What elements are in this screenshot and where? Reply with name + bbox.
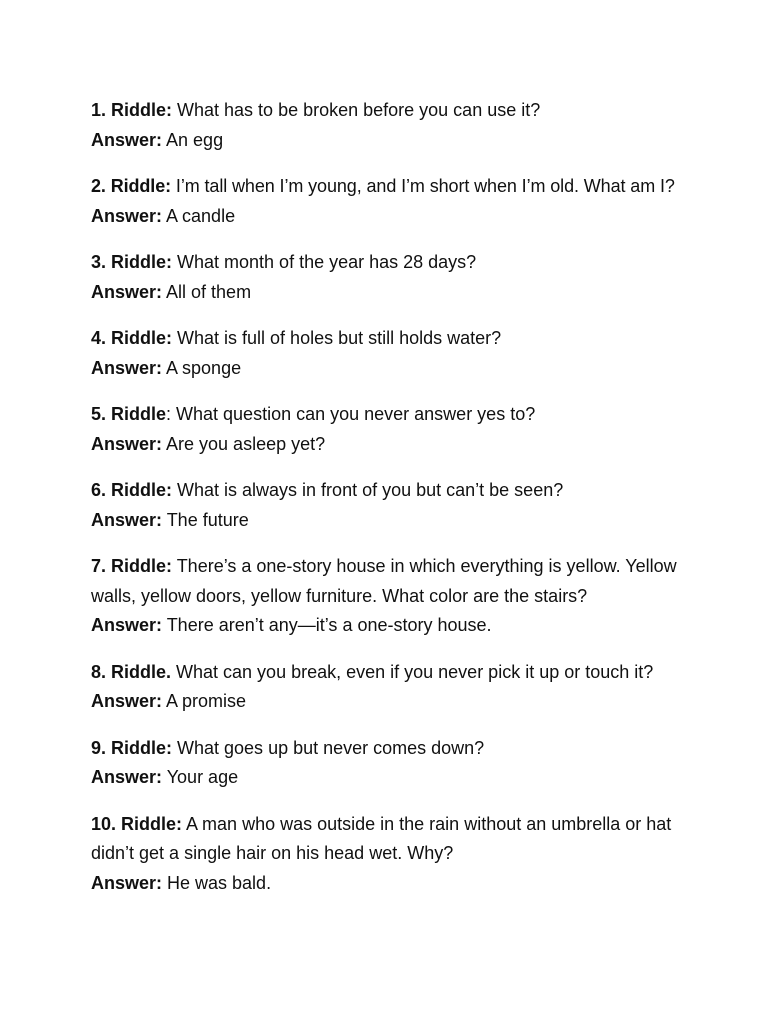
answer-text: An egg <box>162 129 224 150</box>
riddle-label: 7. Riddle: <box>91 556 173 576</box>
riddle-question <box>91 172 681 202</box>
riddle-question <box>91 96 681 126</box>
riddle-item-6 <box>91 476 681 535</box>
riddle-answer <box>91 278 681 308</box>
riddle-answer <box>91 354 681 384</box>
riddle-item-9 <box>91 734 681 793</box>
riddle-text: What month of the year has 28 days? <box>172 252 477 272</box>
answer-text: A candle <box>162 205 236 226</box>
answer-text: There aren’t any—it’s a one-story house. <box>162 615 492 635</box>
answer-label: Answer: <box>91 205 163 226</box>
answer-text: A sponge <box>162 357 242 378</box>
riddle-label: 4. Riddle: <box>91 328 173 348</box>
answer-label: Answer: <box>91 615 163 635</box>
riddle-text: : What question can you never answer yes to? <box>166 404 536 424</box>
answer-text: He was bald. <box>162 872 272 893</box>
riddle-item-3 <box>91 248 681 307</box>
riddle-answer <box>91 869 681 899</box>
riddle-answer <box>91 202 681 232</box>
riddle-answer <box>91 611 681 641</box>
riddle-label: 5. Riddle <box>91 404 167 424</box>
riddle-document <box>91 96 681 915</box>
riddle-answer <box>91 126 681 156</box>
riddle-question <box>91 810 681 869</box>
riddle-question <box>91 658 681 688</box>
answer-label: Answer: <box>91 691 163 711</box>
riddle-answer <box>91 763 681 793</box>
riddle-label: 6. Riddle: <box>91 480 173 500</box>
riddle-item-10 <box>91 810 681 899</box>
answer-text: Are you asleep yet? <box>162 433 326 454</box>
riddle-answer <box>91 506 681 536</box>
answer-label: Answer: <box>91 357 163 378</box>
riddle-label: 3. Riddle: <box>91 252 173 272</box>
answer-label: Answer: <box>91 129 163 150</box>
riddle-label: 8. Riddle. <box>91 661 172 682</box>
answer-label: Answer: <box>91 509 163 530</box>
answer-label: Answer: <box>91 767 163 787</box>
riddle-label: 9. Riddle: <box>91 737 173 758</box>
riddle-item-4 <box>91 324 681 383</box>
riddle-item-7 <box>91 552 681 641</box>
riddle-item-8 <box>91 658 681 717</box>
riddle-text: What is full of holes but still holds water? <box>172 328 502 348</box>
riddle-text: What can you break, even if you never pick it up or touch it? <box>171 661 654 682</box>
riddle-text: What has to be broken before you can use it? <box>172 100 541 120</box>
answer-label: Answer: <box>91 433 163 454</box>
answer-text: All of them <box>162 281 252 302</box>
riddle-question <box>91 734 681 764</box>
riddle-question <box>91 248 681 278</box>
answer-text: The future <box>162 509 249 530</box>
riddle-question <box>91 400 681 430</box>
riddle-question <box>91 552 681 611</box>
riddle-answer <box>91 430 681 460</box>
answer-label: Answer: <box>91 281 163 302</box>
riddle-label: 10. Riddle: <box>91 813 183 834</box>
riddle-question <box>91 324 681 354</box>
riddle-label: 1. Riddle: <box>91 100 173 120</box>
riddle-text: There’s a one-story house in which everything is yellow. Yellow walls, yellow doors, yellow furniture. What color are the stairs? <box>91 556 677 606</box>
riddle-question <box>91 476 681 506</box>
riddle-item-5 <box>91 400 681 459</box>
answer-label: Answer: <box>91 872 163 893</box>
riddle-text: What goes up but never comes down? <box>172 737 485 758</box>
answer-text: Your age <box>162 767 239 787</box>
riddle-text: I’m tall when I’m young, and I’m short when I’m old. What am I? <box>171 176 675 196</box>
riddle-item-2 <box>91 172 681 231</box>
riddle-label: 2. Riddle: <box>91 176 172 196</box>
riddle-text: What is always in front of you but can’t be seen? <box>172 480 564 500</box>
answer-text: A promise <box>162 691 247 711</box>
riddle-item-1 <box>91 96 681 155</box>
riddle-answer <box>91 687 681 717</box>
riddle-text: A man who was outside in the rain without an umbrella or hat didn’t get a single hair on his head wet. Why? <box>91 813 672 863</box>
